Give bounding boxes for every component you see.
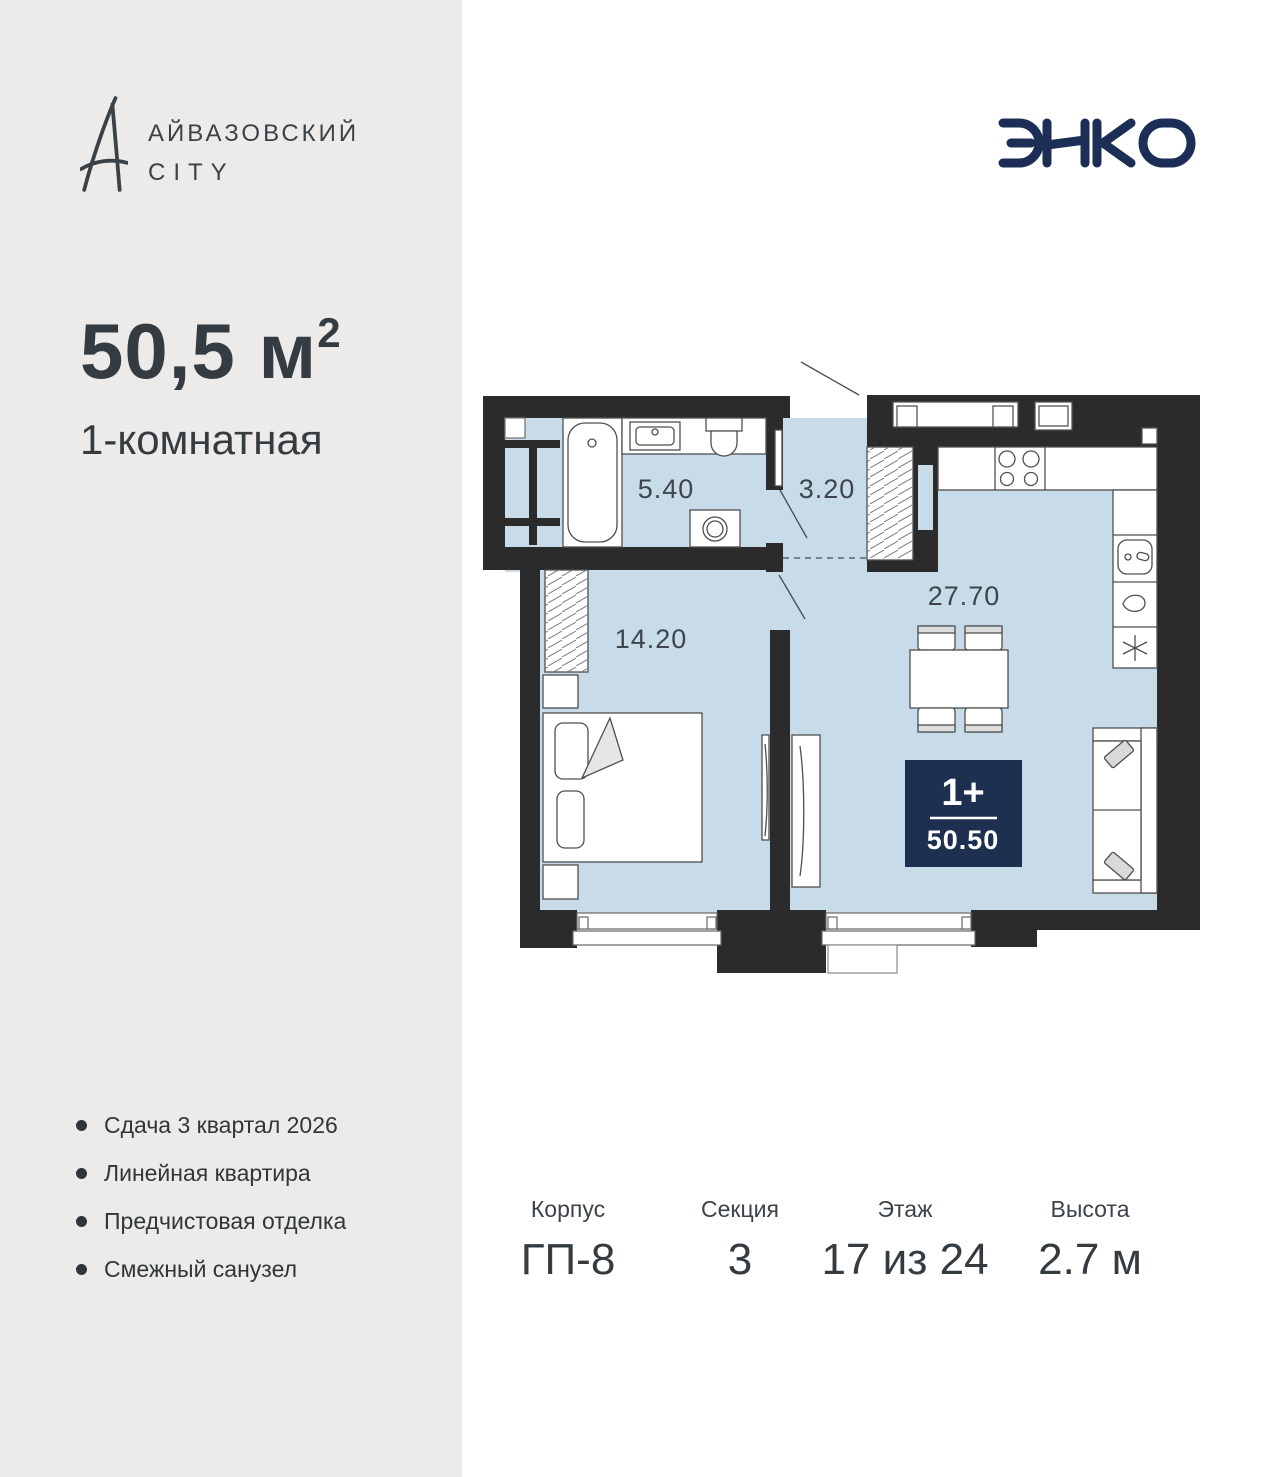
- feature-text: Смежный санузел: [104, 1256, 298, 1282]
- badge-layout: 1+: [941, 772, 985, 814]
- sink-icon: [630, 422, 680, 450]
- area-value: 50,5: [80, 307, 236, 395]
- living-window: [822, 913, 975, 945]
- bedroom-wardrobe: [545, 570, 588, 672]
- entry-wardrobe: [867, 447, 913, 560]
- bed-icon: [543, 713, 702, 862]
- brand-name: [148, 120, 359, 187]
- detail-vysota: [1038, 1196, 1142, 1285]
- chair-icon: [965, 626, 1002, 650]
- brand-logo: [80, 96, 359, 192]
- list-item: [76, 1160, 346, 1187]
- brand-name-top: АЙВАЗОВСКИЙ: [148, 120, 360, 147]
- chair-icon: [918, 708, 955, 732]
- bullet-icon: [76, 1168, 87, 1179]
- chair-icon: [918, 626, 955, 650]
- room-area-bathroom: 5.40: [637, 474, 695, 504]
- brand-a-mark-icon: [80, 96, 128, 192]
- detail-value: 3: [727, 1235, 753, 1284]
- room-area-hallway: 3.20: [798, 474, 856, 504]
- floor-insets: [918, 465, 933, 530]
- detail-sekciya: [701, 1196, 779, 1285]
- detail-label: Секция: [701, 1196, 779, 1222]
- feature-text: Сдача 3 квартал 2026: [104, 1112, 338, 1138]
- detail-value: 17 из 24: [821, 1235, 989, 1284]
- details-row: [0, 1196, 1280, 1306]
- tv-icon: [762, 735, 769, 840]
- balcony-ledge: [828, 945, 897, 973]
- washing-machine-icon: [690, 510, 740, 547]
- room-area-bedroom: 14.20: [614, 624, 688, 654]
- detail-label: Высота: [1050, 1196, 1130, 1222]
- detail-korpus: [521, 1196, 616, 1285]
- detail-label: Этаж: [877, 1196, 933, 1222]
- bullet-icon: [76, 1120, 87, 1131]
- nightstand-icon: [543, 865, 578, 899]
- nightstand-icon: [543, 675, 578, 708]
- sideboard-icon: [792, 735, 820, 887]
- floorplan-drawing: [478, 342, 1208, 990]
- feature-text: Предчистовая отделка: [104, 1208, 347, 1234]
- bathroom-door-leaf: [775, 430, 782, 486]
- floorplan: [478, 342, 1208, 990]
- bedroom-window: [573, 913, 721, 945]
- entrance-door-swing: [801, 362, 859, 395]
- apartment-area-title: [80, 306, 342, 397]
- bathtub-icon: [563, 418, 622, 547]
- list-item: [76, 1112, 346, 1139]
- detail-etazh: [821, 1196, 988, 1285]
- developer-enko-logo-icon: [985, 112, 1205, 174]
- dining-table-icon: [910, 650, 1008, 708]
- area-exponent: 2: [317, 309, 342, 356]
- apartment-badge: [905, 760, 1022, 867]
- feature-text: Линейная квартира: [104, 1160, 311, 1186]
- apartment-type: 1-комнатная: [80, 416, 323, 463]
- sofa-icon: [1093, 728, 1157, 893]
- room-area-living-kitchen: 27.70: [927, 581, 1001, 611]
- badge-total-area: 50.50: [926, 825, 1000, 855]
- chair-icon: [965, 708, 1002, 732]
- detail-label: Корпус: [530, 1196, 606, 1222]
- area-unit: м: [258, 307, 318, 395]
- detail-value: 2.7 м: [1038, 1235, 1142, 1284]
- brand-name-bottom: CITY: [148, 159, 235, 186]
- detail-value: ГП-8: [520, 1235, 616, 1284]
- kitchen-counter: [938, 447, 1157, 490]
